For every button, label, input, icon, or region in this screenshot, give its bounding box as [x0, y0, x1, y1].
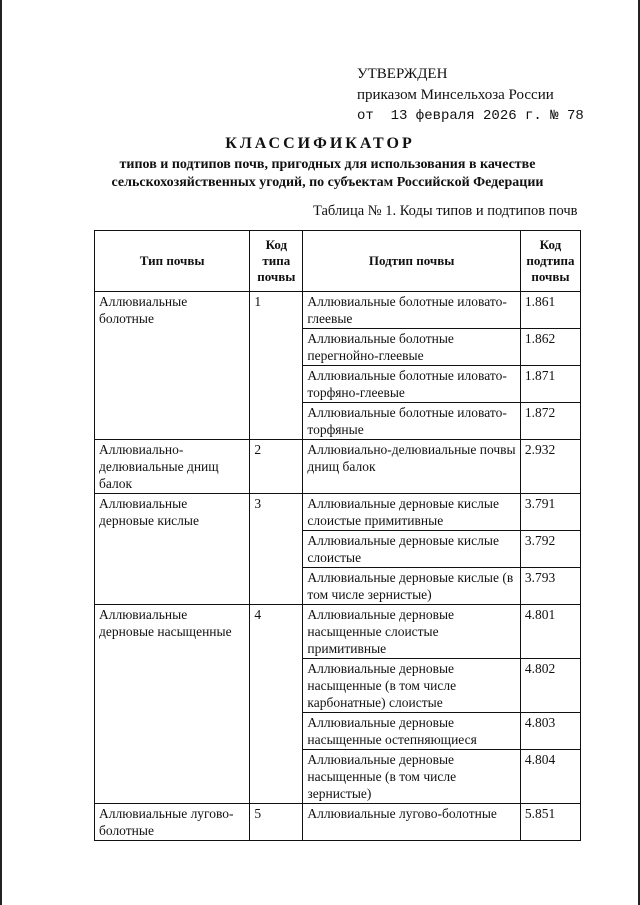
subtype-code-cell: 3.793	[520, 568, 580, 605]
soil-subtype-cell: Аллювиальные дерновые насыщенные (в том числе зернистые)	[303, 750, 520, 804]
soil-subtype-cell: Аллювиальные дерновые насыщенные остепняющиеся	[303, 713, 520, 750]
header-type-code: Код типа почвы	[250, 231, 303, 292]
soil-subtype-cell: Аллювиальные болотные иловато-глеевые	[303, 292, 520, 329]
table-row	[95, 605, 581, 659]
type-code-cell: 4	[250, 605, 303, 804]
subtype-code-cell: 4.804	[520, 750, 580, 804]
header-soil-subtype: Подтип почвы	[303, 231, 520, 292]
soil-subtype-cell: Аллювиальные дерновые кислые слоистые	[303, 531, 520, 568]
soil-subtype-cell: Аллювиально-делювиальные почвы днищ балок	[303, 440, 520, 494]
header-subtype-code: Код подтипа почвы	[520, 231, 580, 292]
subtype-code-cell: 4.803	[520, 713, 580, 750]
type-code-cell: 1	[250, 292, 303, 440]
soil-subtype-cell: Аллювиальные дерновые насыщенные слоистые примитивные	[303, 605, 520, 659]
subtype-code-cell: 4.801	[520, 605, 580, 659]
type-code-cell: 3	[250, 494, 303, 605]
soil-type-cell: Аллювиальные дерновые насыщенные	[95, 605, 250, 804]
subtype-code-cell: 1.861	[520, 292, 580, 329]
approval-heading: УТВЕРЖДЕН	[357, 66, 448, 82]
soil-subtype-cell: Аллювиальные дерновые кислые (в том числе зернистые)	[303, 568, 520, 605]
table-row	[95, 804, 581, 841]
subtype-code-cell: 2.932	[520, 440, 580, 494]
soil-type-cell: Аллювиальные лугово-болотные	[95, 804, 250, 841]
soil-type-cell: Аллювиально-делювиальные днищ балок	[95, 440, 250, 494]
table-row	[95, 292, 581, 329]
type-code-cell: 2	[250, 440, 303, 494]
table-row	[95, 440, 581, 494]
subtype-code-cell: 1.862	[520, 329, 580, 366]
subtype-code-cell: 3.791	[520, 494, 580, 531]
approval-date: от 13 февраля 2026 г. № 78	[357, 108, 584, 124]
subtype-code-cell: 5.851	[520, 804, 580, 841]
type-code-cell: 5	[250, 804, 303, 841]
soil-subtype-cell: Аллювиальные болотные перегнойно-глеевые	[303, 329, 520, 366]
soil-subtype-cell: Аллювиальные дерновые кислые слоистые примитивные	[303, 494, 520, 531]
soil-subtype-cell: Аллювиальные лугово-болотные	[303, 804, 520, 841]
table-header-row	[95, 231, 581, 292]
soil-subtype-cell: Аллювиальные дерновые насыщенные (в том числе карбонатные) слоистые	[303, 659, 520, 713]
soil-codes-table	[94, 230, 581, 841]
soil-type-cell: Аллювиальные дерновые кислые	[95, 494, 250, 605]
table-row	[95, 494, 581, 531]
soil-subtype-cell: Аллювиальные болотные иловато-торфяные	[303, 403, 520, 440]
document-subtitle: типов и подтипов почв, пригодных для использования в качестве сельскохозяйственных угодий, по субъектам Российской Федерации	[111, 157, 544, 190]
soil-subtype-cell: Аллювиальные болотные иловато-торфяно-глеевые	[303, 366, 520, 403]
table-caption: Таблица № 1. Коды типов и подтипов почв	[313, 203, 578, 219]
document-title: КЛАССИФИКАТОР	[225, 135, 415, 152]
subtype-code-cell: 1.872	[520, 403, 580, 440]
approval-block	[357, 64, 584, 127]
header-soil-type: Тип почвы	[95, 231, 250, 292]
approval-order: приказом Минсельхоза России	[357, 87, 554, 103]
soil-type-cell: Аллювиальные болотные	[95, 292, 250, 440]
subtype-code-cell: 1.871	[520, 366, 580, 403]
subtype-code-cell: 3.792	[520, 531, 580, 568]
subtype-code-cell: 4.802	[520, 659, 580, 713]
